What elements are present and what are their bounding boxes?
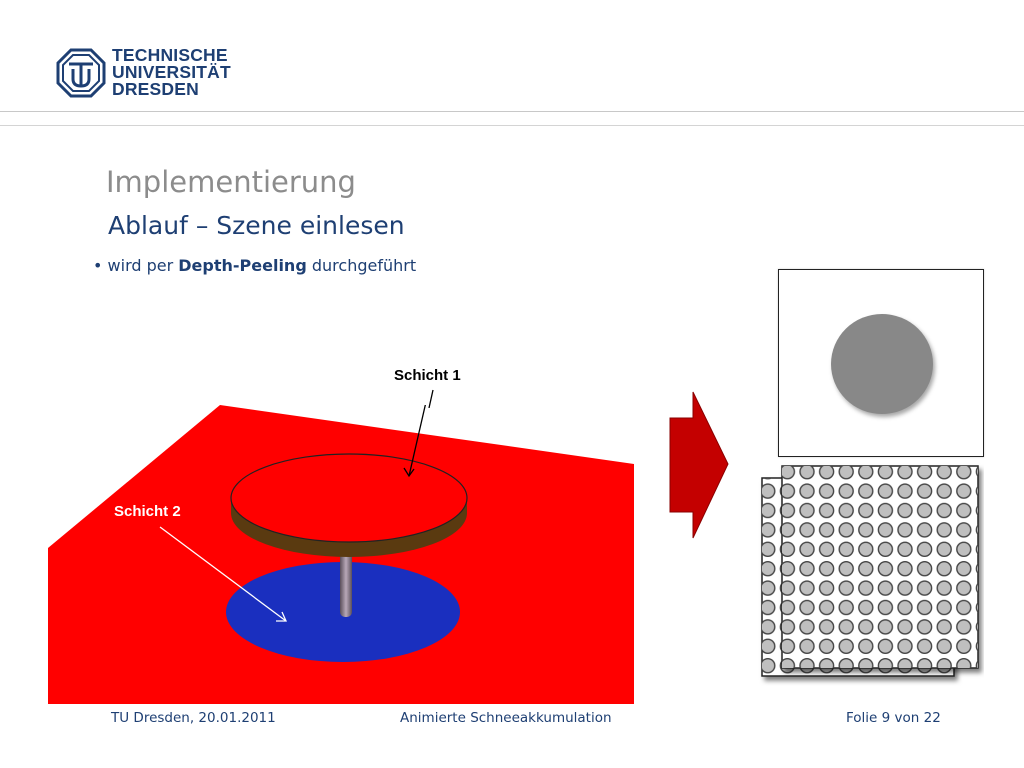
university-name-line1: TECHNISCHE (112, 45, 228, 65)
layer2-label: Schicht 2 (114, 503, 181, 520)
depth-layer-front (782, 466, 978, 668)
layer1-label: Schicht 1 (394, 367, 461, 384)
slide-subtitle: Ablauf – Szene einlesen (108, 211, 405, 240)
bullet-text-after: durchgeführt (306, 256, 417, 275)
university-name (112, 47, 231, 98)
bullet-point (93, 256, 416, 275)
university-name-line2: UNIVERSITÄT (112, 62, 231, 82)
header-divider-secondary (0, 125, 1024, 126)
bullet-icon: • (93, 256, 103, 275)
header-divider (0, 111, 1024, 112)
depth-layer1-preview (778, 269, 984, 457)
scene-render-image (48, 405, 634, 704)
footer-left: TU Dresden, 20.01.2011 (111, 710, 276, 726)
bullet-text-before: wird per (107, 256, 179, 275)
footer-center: Animierte Schneeakkumulation (400, 710, 612, 726)
tu-dresden-logo-icon (56, 48, 106, 98)
university-name-line3: DRESDEN (112, 79, 199, 99)
depth-layer1-disk (831, 314, 933, 414)
table-top-disk (231, 454, 467, 542)
footer-page-number: Folie 9 von 22 (846, 710, 941, 726)
slide-title: Implementierung (106, 165, 356, 199)
bullet-text-bold: Depth-Peeling (178, 256, 307, 275)
process-arrow-icon (668, 390, 730, 540)
layer1-pointer-upper (420, 388, 440, 408)
depth-layer-stack-preview (758, 462, 984, 686)
